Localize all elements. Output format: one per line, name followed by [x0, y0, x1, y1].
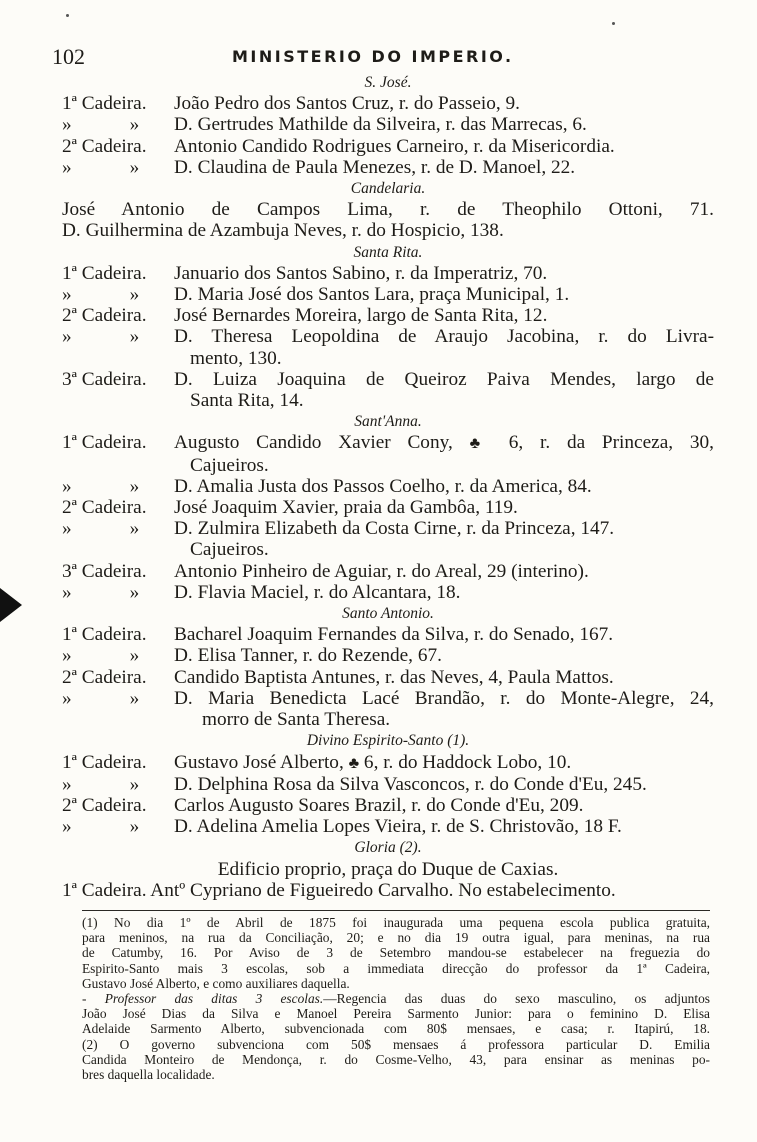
ditto-label: » »	[62, 581, 140, 603]
entry-text: D. Zulmira Elizabeth da Costa Cirne, r. da Princeza, 147.	[174, 518, 615, 540]
section-title-santa-rita: Santa Rita.	[353, 243, 423, 261]
entry-text: D. Delphina Rosa da Silva Vasconcos, r. do Conde d'Eu, 245.	[174, 773, 647, 795]
cadeira-label: 2ª Cadeira.	[62, 135, 147, 157]
ditto-label: » »	[62, 687, 140, 709]
entry-text: Augusto Candido Xavier Cony, ♣ 6, r. da Princeza, 30,	[174, 432, 714, 454]
entry-row	[62, 93, 714, 114]
page-header	[52, 44, 712, 70]
entry-text: Antonio Pinheiro de Aguiar, r. do Areal, 29 (interino).	[174, 560, 589, 582]
entry-text: Bacharel Joaquim Fernandes da Silva, r. do Senado, 167.	[174, 624, 614, 646]
entry-row	[62, 667, 714, 688]
footnote-line: (1) No dia 1º de Abril de 1875 foi inaugurada uma pequena escola publica gratuita,	[82, 915, 710, 930]
footnote-line: para meninos, na rua da Conciliação, 20; e no dia 19 outra igual, para meninas, na rua	[82, 930, 710, 946]
cadeira-label: 3ª Cadeira.	[62, 368, 147, 390]
entry-continuation: Cajueiros.	[190, 454, 269, 476]
speck	[612, 22, 615, 25]
entry-row	[62, 305, 714, 326]
cadeira-label: 1ª Cadeira.	[62, 751, 147, 773]
footnote-line: Gustavo José Alberto, e como auxiliares daquella.	[82, 975, 350, 991]
cadeira-label: 1ª Cadeira.	[62, 624, 147, 646]
entry-row	[62, 114, 714, 135]
entry-continuation: Santa Rita, 14.	[190, 390, 304, 412]
section-title-santo-antonio: Santo Antonio.	[342, 605, 434, 623]
entry-row	[62, 582, 714, 603]
footnote-line: Espirito-Santo mais 3 escolas, sob a immediata direcção do professor da 1ª Cadeira,	[82, 960, 710, 976]
footnotes	[82, 915, 710, 1082]
cadeira-label: 2ª Cadeira.	[62, 497, 147, 519]
footnote-line: de Catumby, 16. Por Aviso de 3 de Setembro mandou-se estabelecer na freguezia do	[82, 945, 710, 961]
ditto-label: » »	[62, 284, 140, 306]
entry-row	[62, 752, 714, 774]
entry-text: José Bernardes Moreira, largo de Santa Rita, 12.	[174, 305, 548, 327]
ditto-label: » »	[62, 816, 140, 838]
ditto-label: » »	[62, 645, 140, 667]
footnote-line: - Professor das ditas 3 escolas.—Regencia das duas do sexo masculino, os adjuntos	[82, 991, 710, 1007]
entry-text: Januario dos Santos Sabino, r. da Imperatriz, 70.	[174, 262, 548, 284]
entry-text: D. Gertrudes Mathilde da Silveira, r. das Marrecas, 6.	[174, 114, 587, 136]
footnote-italic: Professor das ditas 3 escolas.	[104, 991, 324, 1007]
footnote-line: Adelaide Sarmento Alberto, subvencionada com 80$ mensaes, e casa; r. Itapirú, 18.	[82, 1021, 710, 1037]
entry-row	[62, 157, 714, 178]
footnote-line: bres daquella localidade.	[82, 1067, 215, 1083]
entry-row	[62, 645, 714, 666]
speck	[66, 14, 69, 17]
footnote-line: Candida Monteiro de Mendonça, r. do Cosme-Velho, 43, para ensinar as meninas po-	[82, 1051, 710, 1067]
entry-continuation: Cajueiros.	[190, 539, 269, 561]
main-text	[62, 72, 714, 901]
entry-row	[62, 326, 714, 347]
entry-text: Edificio proprio, praça do Duque de Caxias.	[217, 858, 559, 880]
entry-text: Gustavo José Alberto, ♣ 6, r. do Haddock Lobo, 10.	[174, 751, 572, 773]
entry-text: D. Luiza Joaquina de Queiroz Paiva Mendes, largo de	[174, 368, 714, 390]
entry-row	[62, 476, 714, 497]
entry-text: D. Amalia Justa dos Passos Coelho, r. da America, 84.	[174, 475, 592, 497]
ditto-label: » »	[62, 156, 140, 178]
entry-text: D. Adelina Amelia Lopes Vieira, r. de S. Christovão, 18 F.	[174, 816, 622, 838]
entry-row	[62, 284, 714, 305]
entry-row	[62, 263, 714, 284]
entry-text: Carlos Augusto Soares Brazil, r. do Conde d'Eu, 209.	[174, 794, 584, 816]
section-title-candelaria: Candelaria.	[350, 180, 426, 198]
cadeira-label: 1ª Cadeira.	[62, 432, 147, 454]
entry-row	[62, 136, 714, 157]
footnote-line: (2) O governo subvenciona com 50$ mensaes á professora particular D. Emilia	[82, 1036, 710, 1052]
entry-row	[62, 432, 714, 454]
entry-text: D. Flavia Maciel, r. do Alcantara, 18.	[174, 581, 461, 603]
ditto-label: » »	[62, 773, 140, 795]
cadeira-label: 2ª Cadeira.	[62, 666, 147, 688]
running-title: MINISTERIO DO IMPERIO.	[232, 47, 514, 66]
ditto-label: » »	[62, 518, 140, 540]
entry-text: José Antonio de Campos Lima, r. de Theophilo Ottoni, 71.	[62, 199, 714, 221]
cadeira-label: 1ª Cadeira.	[62, 262, 147, 284]
cadeira-label: 3ª Cadeira.	[62, 560, 147, 582]
cadeira-label: 1ª Cadeira.	[62, 93, 147, 115]
club-symbol-icon: ♣	[348, 754, 360, 772]
entry-text: D. Guilhermina de Azambuja Neves, r. do Hospicio, 138.	[62, 220, 504, 242]
entry-row	[62, 795, 714, 816]
entry-text: D. Elisa Tanner, r. do Rezende, 67.	[174, 645, 442, 667]
footnote-rule	[82, 910, 710, 911]
entry-text: D. Maria José dos Santos Lara, praça Municipal, 1.	[174, 284, 570, 306]
entry-text: Candido Baptista Antunes, r. das Neves, 4, Paula Mattos.	[174, 666, 614, 688]
entry-text: 1ª Cadeira. Antº Cypriano de Figueiredo Carvalho. No estabelecimento.	[62, 879, 616, 901]
section-title-s-jose: S. José.	[364, 74, 412, 91]
ditto-label: » »	[62, 114, 140, 136]
entry-continuation: mento, 130.	[190, 347, 282, 369]
entry-row	[62, 774, 714, 795]
page-number: 102	[52, 44, 85, 69]
club-symbol-icon: ♣	[469, 435, 493, 453]
cadeira-label: 2ª Cadeira.	[62, 305, 147, 327]
entry-text: Antonio Candido Rodrigues Carneiro, r. da Misericordia.	[174, 135, 615, 157]
entry-text: D. Theresa Leopoldina de Araujo Jacobina, r. do Livra-	[174, 326, 714, 348]
entry-row	[62, 624, 714, 645]
entry-row	[62, 561, 714, 582]
entry-row	[62, 688, 714, 709]
entry-text: D. Claudina de Paula Menezes, r. de D. Manoel, 22.	[174, 156, 576, 178]
entry-row	[62, 816, 714, 837]
ditto-label: » »	[62, 326, 140, 348]
footnote-line: João José Dias da Silva e Manoel Pereira Sarmento Junior: para o feminino D. Elisa	[82, 1006, 710, 1022]
section-title-gloria: Gloria (2).	[354, 839, 422, 857]
entry-row	[62, 497, 714, 518]
entry-text: José Joaquim Xavier, praia da Gambôa, 119.	[174, 497, 518, 519]
ditto-label: » »	[62, 475, 140, 497]
entry-text: João Pedro dos Santos Cruz, r. do Passeio, 9.	[174, 93, 520, 115]
section-title-divino-espirito-santo: Divino Espirito-Santo (1).	[306, 732, 470, 750]
section-title-sant-anna: Sant'Anna.	[354, 413, 422, 431]
cadeira-label: 2ª Cadeira.	[62, 794, 147, 816]
entry-row	[62, 369, 714, 390]
entry-continuation: morro de Santa Theresa.	[202, 709, 391, 731]
triangle-marker-icon	[0, 588, 22, 622]
entry-row	[62, 518, 714, 539]
entry-text: D. Maria Benedicta Lacé Brandão, r. do Monte-Alegre, 24,	[174, 687, 714, 709]
